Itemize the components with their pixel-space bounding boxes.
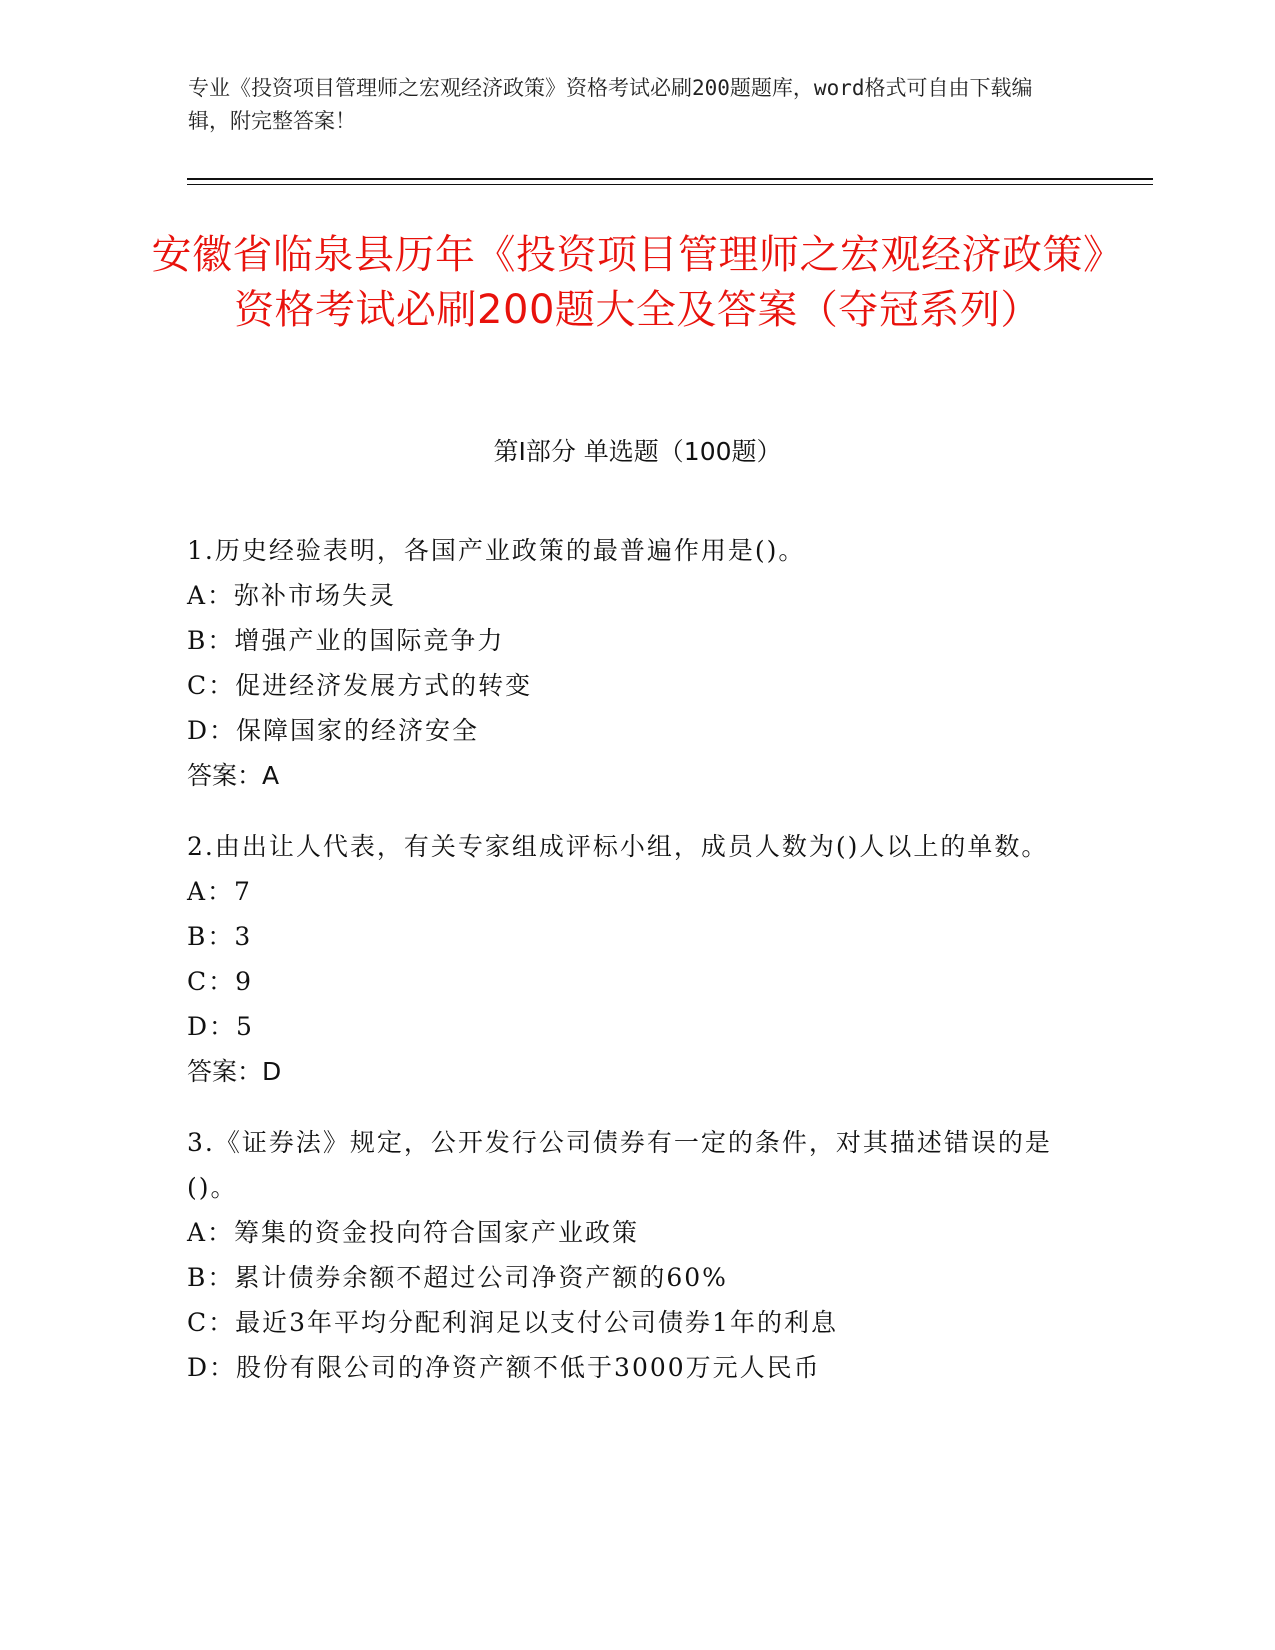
header-divider (187, 178, 1153, 180)
option-b: B：3 (187, 922, 253, 951)
option-a: A：7 (187, 877, 252, 906)
question-2 (187, 824, 1067, 1094)
option-a: A：弥补市场失灵 (187, 581, 397, 610)
option-c: C：最近3年平均分配利润足以支付公司债券1年的利息 (187, 1308, 838, 1337)
option-c: C：9 (187, 967, 254, 996)
option-d: D：5 (187, 1012, 254, 1041)
answer-line: 答案：D (187, 1057, 282, 1086)
question-stem: 1.历史经验表明，各国产业政策的最普遍作用是()。 (187, 536, 806, 565)
question-3 (187, 1120, 1067, 1390)
document-title: 安徽省临泉县历年《投资项目管理师之宏观经济政策》资格考试必刷200题大全及答案（夺冠系列） (151, 232, 1124, 333)
option-b: B：增强产业的国际竞争力 (187, 626, 505, 655)
option-d: D：保障国家的经济安全 (187, 716, 480, 745)
question-1 (187, 528, 1067, 798)
answer-line: 答案：A (187, 761, 280, 790)
option-a: A：筹集的资金投向符合国家产业政策 (187, 1218, 640, 1247)
question-stem: 2.由出让人代表，有关专家组成评标小组，成员人数为()人以上的单数。 (187, 832, 1049, 861)
question-stem: 3.《证券法》规定，公开发行公司债券有一定的条件，对其描述错误的是()。 (187, 1128, 1052, 1202)
option-c: C：促进经济发展方式的转变 (187, 671, 533, 700)
question-list (187, 528, 1067, 1416)
header-divider-thin (187, 184, 1153, 185)
section-heading: 第I部分 单选题（100题） (493, 437, 782, 466)
option-d: D：股份有限公司的净资产额不低于3000万元人民币 (187, 1353, 821, 1382)
header-note: 专业《投资项目管理师之宏观经济政策》资格考试必刷200题题库，word格式可自由下载编辑，附完整答案！ (188, 76, 1033, 133)
option-b: B：累计债券余额不超过公司净资产额的60% (187, 1263, 728, 1292)
